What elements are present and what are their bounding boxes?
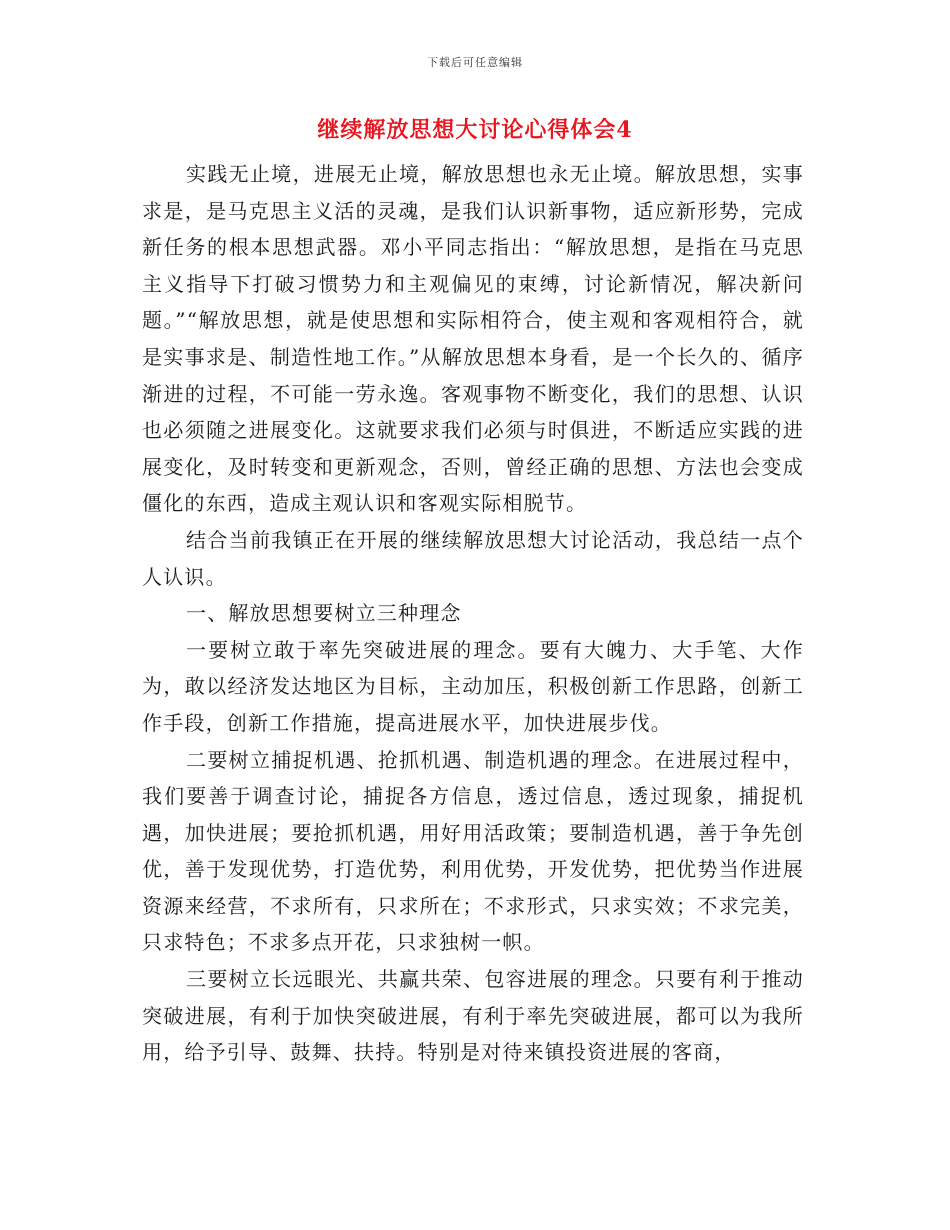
document-title: 继续解放思想大讨论心得体会4 — [317, 117, 633, 143]
document-body — [142, 156, 804, 1071]
paragraph-third-concept: 三要树立长远眼光、共赢共荣、包容进展的理念。只要有利于推动突破进展，有利于加快突破进展，有利于率先突破进展，都可以为我所用，给予引导、鼓舞、扶持。特别是对待来镇投资进展的客商， — [142, 967, 804, 1065]
paragraph-second-concept: 二要树立捕捉机遇、抢抓机遇、制造机遇的理念。在进展过程中，我们要善于调查讨论，捕捉各方信息，透过信息，透过现象，捕捉机遇，加快进展；要抢抓机遇，用好用活政策；要制造机遇，善于争先创优，善于发现优势，打造优势，利用优势，开发优势，把优势当作进展资源来经营，不求所有，只求所在；不求形式，只求实效；不求完美，只求特色；不求多点开花，只求独树一帜。 — [142, 747, 804, 955]
section-heading-1: 一、解放思想要树立三种理念 — [186, 601, 462, 626]
paragraph-first-concept: 一要树立敢于率先突破进展的理念。要有大魄力、大手笔、大作为，敢以经济发达地区为目标，主动加压，积极创新工作思路，创新工作手段，创新工作措施，提高进展水平，加快进展步伐。 — [142, 637, 804, 735]
paragraph-summary: 结合当前我镇正在开展的继续解放思想大讨论活动，我总结一点个人认识。 — [142, 527, 804, 589]
header-note: 下载后可任意编辑 — [427, 56, 523, 69]
paragraph-intro: 实践无止境，进展无止境，解放思想也永无止境。解放思想，实事求是，是马克思主义活的灵魂，是我们认识新事物，适应新形势，完成新任务的根本思想武器。邓小平同志指出：“解放思想，是指在马克思主义指导下打破习惯势力和主观偏见的束缚，讨论新情况，解决新问题。”“解放思想，就是使思想和实际相符合，使主观和客观相符合，就是实事求是、制造性地工作。”从解放思想本身看，是一个长久的、循序渐进的过程，不可能一劳永逸。客观事物不断变化，我们的思想、认识也必须随之进展变化。这就要求我们必须与时俱进，不断适应实践的进展变化，及时转变和更新观念，否则，曾经正确的思想、方法也会变成僵化的东西，造成主观认识和客观实际相脱节。 — [142, 162, 804, 516]
